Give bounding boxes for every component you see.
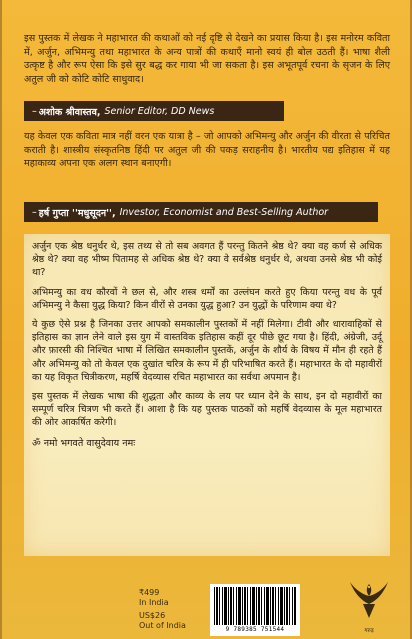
- intro-paragraph-2: यह केवल एक कविता मात्र नहीं वरन एक यात्रा है – जो आपको अभिमन्यु और अर्जुन की वीरता से परिचित कराती है। शास्त्रीय संस्कृतनिष्ठ हिंदी पर अतुल जी की पकड़ सराहनीय है। भारतीय पद्य इतिहास में यह महाकाव्य अपना एक अलग स्थान बनाएगी।: [24, 131, 390, 170]
- synopsis-paragraph-3: ये कुछ ऐसे प्रश्न है जिनका उत्तर आपको समकालीन पुस्तकों में नहीं मिलेगा। टीवी और धारावाहिकों से इतिहास का ज्ञान लेने वाले इस युग में वास्तविक इतिहास कहीं दूर पीछे छूट गया है। हिंदी, अंग्रेजी, उर्दू और फ़ारसी की निश्चित भाषा में लिखित समकालीन पुस्तकें, अर्जुन के शौर्य के विषय में मौन ही रहते हैं और अभिमन्यु को तो केवल एक दुखांत चरित्र के रूप में ही परिभाषित करते हैं। महाभारत के दो महावीरों का यह विकृत चित्रीकरण, महर्षि वेदव्यास रचित महाभारत का सर्वथा अपमान है।: [32, 319, 382, 383]
- barcode-bars: [214, 587, 296, 625]
- price-inr-region: In India: [139, 598, 169, 607]
- dash: –: [32, 105, 37, 117]
- invocation-mantra: ॐ नमो भगवते वासुदेवाय नमः: [32, 437, 136, 449]
- intro-paragraph-1: इस पुस्तक में लेखक ने महाभारत की कथाओं को नई दृष्टि से देखने का प्रयास किया है। इस मनोरम कविता में, अर्जुन, अभिमन्यु तथा महाभारत के अन्य पात्रों की कथाएँ मानो स्वयं ही बोल उठती हैं। भाषा शैली उत्कृष्ट है और रूप ऐसा कि इसे सुर बद्ध कर गाया भी जा सकता है। इस अभूतपूर्व रचना के सृजन के लिए अतुल जी को कोटि कोटि साधुवाद।: [24, 33, 390, 85]
- endorser-title-1: Senior Editor, DD News: [104, 105, 215, 117]
- endorser-name-2: हर्ष गुप्ता ''मधुसूदन'',: [38, 207, 116, 219]
- synopsis-paragraph-4: इस पुस्तक में लेखक भाषा की शुद्धता और काव्य के लय पर ध्यान देने के साथ, इन दो महावीरों का सम्पूर्ण चरित्र चित्रण भी करते हैं। आशा है कि यह पुस्तक पाठकों को महर्षि वेदव्यास के मूल महाभारत की ओर आकर्षित करेगी।: [32, 391, 382, 429]
- endorsement-bar-2: [24, 202, 378, 222]
- price-inr: ₹499: [139, 588, 160, 597]
- publisher-name: गरुड़: [364, 628, 374, 634]
- isbn-number: 9 789385 751544: [225, 626, 285, 633]
- isbn-barcode: [210, 584, 300, 636]
- endorsement-bar-1: [24, 101, 284, 121]
- synopsis-paragraph-2: अभिमन्यु का वध कौरवों ने छल से, और शस्त्र धर्मों का उल्लंघन करते हुए किया परन्तु वध के पूर्व अभिमन्यु ने कैसा युद्ध किया? किन वीरों से उनका युद्ध हुआ? उन युद्धों के परिणाम क्या थे?: [32, 286, 382, 311]
- publisher-garuda-logo-icon: [349, 578, 389, 624]
- dash: –: [32, 206, 37, 218]
- cover-footer: [2, 556, 410, 639]
- endorser-title-2: Investor, Economist and Best-Selling Author: [119, 206, 329, 218]
- synopsis-paragraph-1: अर्जुन एक श्रेष्ठ धनुर्धर थे, इस तथ्य से तो सब अवगत हैं परन्तु कितने श्रेष्ठ थे? क्या वह कर्ण से अधिक श्रेष्ठ थे? क्या वह भीष्म पितामह से अधिक श्रेष्ठ थे? क्या वे सर्वश्रेष्ठ धनुर्धर थे, अथवा उनसे श्रेष्ठ भी कोई था?: [32, 241, 382, 279]
- synopsis-panel: [24, 234, 390, 556]
- endorser-name-1: अशोक श्रीवास्तव,: [38, 106, 101, 118]
- price-usd-region: Out of India: [139, 621, 186, 630]
- price-usd: US$26: [139, 611, 166, 620]
